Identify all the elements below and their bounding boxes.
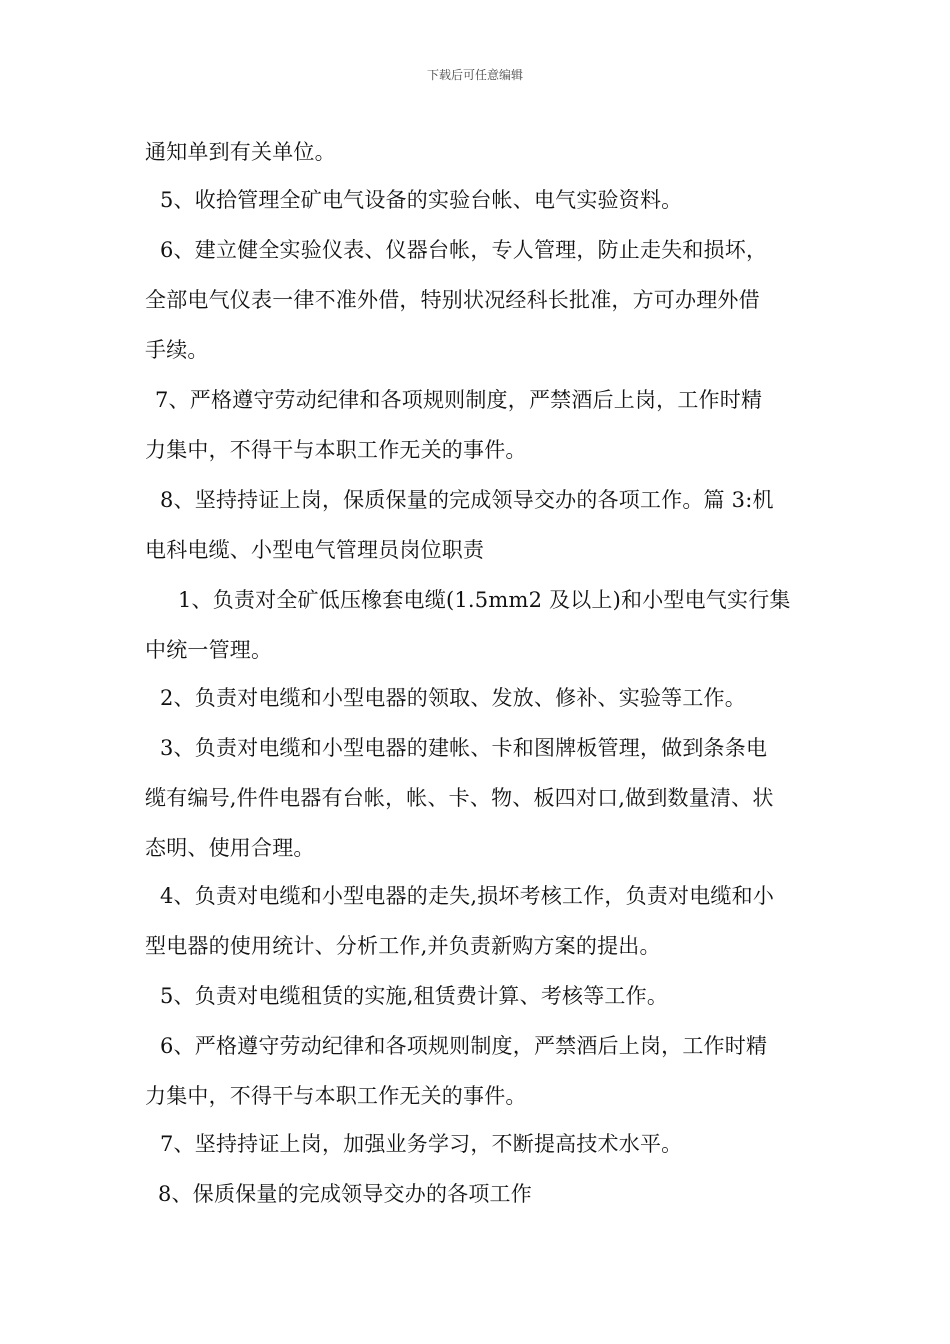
text-line: 8、保质保量的完成领导交办的各项工作 [158,1182,532,1206]
text-line: 态明、使用合理。 [145,836,315,860]
text-line: 6、严格遵守劳动纪律和各项规则制度，严禁酒后上岗，工作时精 [160,1034,768,1058]
text-line: 通知单到有关单位。 [145,140,336,164]
text-line: 型电器的使用统计、分析工作,并负责新购方案的提出。 [145,934,661,958]
text-line: 缆有编号,件件电器有台帐，帐、卡、物、板四对口,做到数量清、状 [145,786,774,810]
text-line: 电科电缆、小型电气管理员岗位职责 [145,538,485,562]
text-line: 1、负责对全矿低压橡套电缆(1.5mm2 及以上)和小型电气实行集 [178,588,791,612]
text-line: 5、负责对电缆租赁的实施,租赁费计算、考核等工作。 [160,984,669,1008]
page-header: 下载后可任意编辑 [426,68,523,82]
text-line: 3、负责对电缆和小型电器的建帐、卡和图牌板管理，做到条条电 [160,736,768,760]
text-line: 力集中，不得干与本职工作无关的事件。 [145,438,527,462]
text-line: 手续。 [145,338,209,362]
text-line: 8、坚持持证上岗，保质保量的完成领导交办的各项工作。篇 3:机 [160,488,774,512]
text-line: 2、负责对电缆和小型电器的领取、发放、修补、实验等工作。 [160,686,746,710]
text-line: 中统一管理。 [145,638,273,662]
text-line: 7、严格遵守劳动纪律和各项规则制度，严禁酒后上岗，工作时精 [155,388,763,412]
text-line: 力集中，不得干与本职工作无关的事件。 [145,1084,527,1108]
text-line: 全部电气仪表一律不准外借，特别状况经科长批准，方可办理外借 [145,288,760,312]
text-line: 4、负责对电缆和小型电器的走失,损坏考核工作，负责对电缆和小 [160,884,775,908]
text-line: 5、收拾管理全矿电气设备的实验台帐、电气实验资料。 [160,188,683,212]
text-line: 6、建立健全实验仪表、仪器台帐，专人管理，防止走失和损坏， [160,238,768,262]
text-line: 7、坚持持证上岗，加强业务学习，不断提高技术水平。 [160,1132,683,1156]
